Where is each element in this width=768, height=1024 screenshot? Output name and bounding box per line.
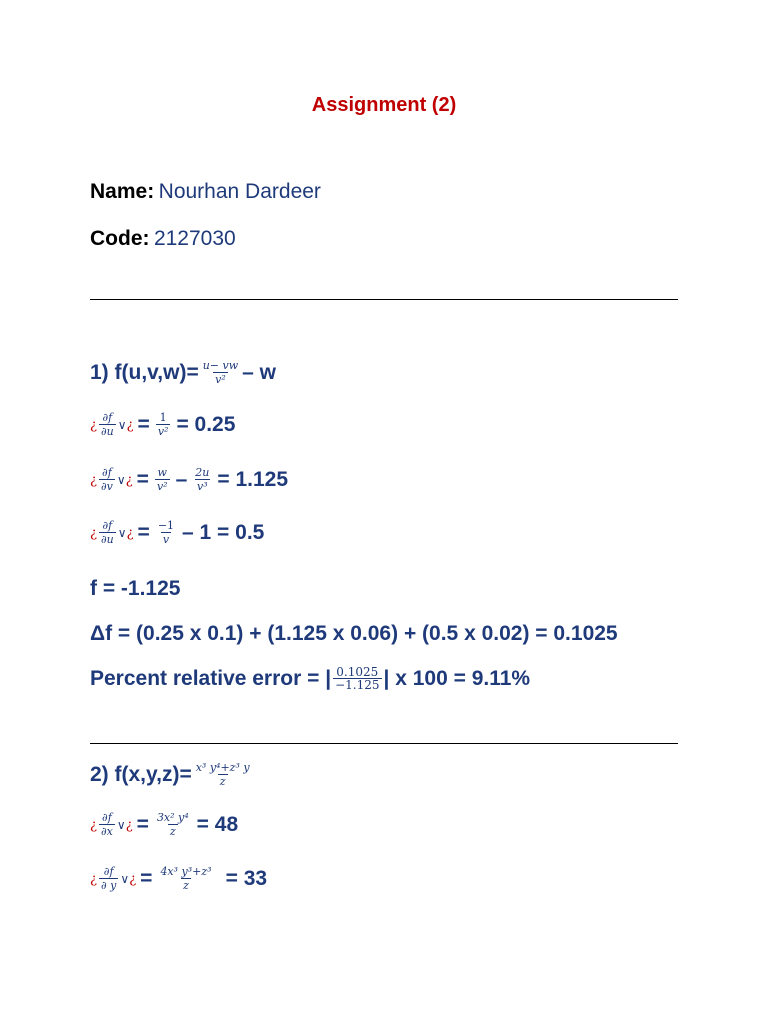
partial-fraction: $\frac{\partial f}{\partial u}$ — [100, 411, 114, 438]
q2-head-text: 2) f(x,y,z)= — [90, 763, 192, 786]
inv-question-glyph: ¿ — [126, 525, 134, 541]
inv-question-glyph: ¿ — [125, 817, 133, 833]
equals: = — [140, 867, 153, 890]
inv-question-glyph: ¿ — [90, 525, 97, 541]
q1-percent-error — [90, 666, 530, 692]
q1-delta-f: Δf = (0.25 x 0.1) + (1.125 x 0.06) + (0.5 x 0.02) = 0.1025 — [90, 622, 618, 645]
q1-head-fraction — [201, 360, 240, 386]
q1-head-num: u− vw — [202, 359, 239, 372]
partial-fraction: $\frac{\partial f}{\partial x}$ — [100, 811, 113, 838]
vee-glyph: ∨ — [120, 872, 130, 886]
inv-question-glyph: ¿ — [90, 417, 97, 433]
q1-head-den: v² — [215, 373, 226, 386]
q1-partial-u — [90, 412, 235, 438]
inv-question-glyph: ¿ — [129, 871, 137, 887]
minus: – — [175, 468, 188, 491]
rhs-fraction: $\frac{\text{4x³ y³+z³}}{z}$ — [160, 865, 212, 892]
pre-label: Percent relative error = | — [90, 667, 332, 690]
pre-fraction: $\frac{0.1025}{-1.125}$ — [335, 665, 380, 692]
code-value: 2127030 — [153, 227, 236, 250]
rhs-fraction-a: $\frac{w}{\text{v²}}$ — [156, 466, 168, 493]
code-label: Code: — [90, 227, 150, 250]
result: = 1.125 — [217, 468, 288, 491]
inv-question-glyph: ¿ — [90, 817, 97, 833]
q2-head-fraction: $\frac{\text{x³ y⁴+z³ y}}{z}$ — [195, 761, 250, 788]
equals: = — [136, 813, 149, 836]
vee-glyph: ∨ — [117, 526, 127, 540]
name-label: Name: — [90, 180, 155, 203]
q2-heading — [90, 762, 254, 788]
partial-fraction: $\frac{\partial f}{\partial y}$ — [100, 865, 117, 892]
name-value: Nourhan Dardeer — [158, 180, 321, 203]
code-line — [90, 227, 236, 251]
q2-partial-x — [90, 812, 238, 838]
q1-partial-w — [90, 520, 264, 546]
result: = 48 — [196, 813, 239, 836]
rhs-fraction: $\frac{\text{3x² y⁴}}{z}$ — [156, 811, 189, 838]
q1-head-text: 1) f(u,v,w)= — [90, 361, 199, 384]
rhs-fraction: $\frac{-1}{v}$ — [157, 519, 175, 546]
inv-question-glyph: ¿ — [90, 871, 97, 887]
partial-fraction: $\frac{\partial f}{\partial u}$ — [100, 519, 114, 546]
q1-partial-v — [90, 467, 288, 493]
vee-glyph: ∨ — [117, 418, 127, 432]
vee-glyph: ∨ — [116, 473, 126, 487]
divider-1 — [90, 299, 678, 300]
inv-question-glyph: ¿ — [90, 472, 97, 488]
q1-heading — [90, 360, 276, 386]
result: = 0.25 — [176, 413, 236, 436]
q2-partial-y — [90, 866, 267, 892]
divider-2 — [90, 743, 678, 744]
inv-question-glyph: ¿ — [125, 472, 133, 488]
result: – 1 = 0.5 — [182, 521, 265, 544]
equals: = — [137, 521, 150, 544]
partial-fraction: $\frac{\partial f}{\partial v}$ — [100, 466, 113, 493]
rhs-fraction: $\frac{1}{\text{v²}}$ — [157, 411, 169, 438]
pre-tail: | x 100 = 9.11% — [383, 667, 531, 690]
rhs-fraction-b: $\frac{2u}{\text{v³}}$ — [195, 466, 210, 493]
q1-head-tail: – w — [242, 361, 276, 384]
equals: = — [136, 468, 149, 491]
name-line — [90, 180, 321, 204]
page-title: Assignment (2) — [311, 94, 457, 116]
inv-question-glyph: ¿ — [126, 417, 134, 433]
result: = 33 — [225, 867, 268, 890]
q1-f-value: f = -1.125 — [90, 577, 181, 600]
vee-glyph: ∨ — [116, 818, 126, 832]
equals: = — [137, 413, 150, 436]
